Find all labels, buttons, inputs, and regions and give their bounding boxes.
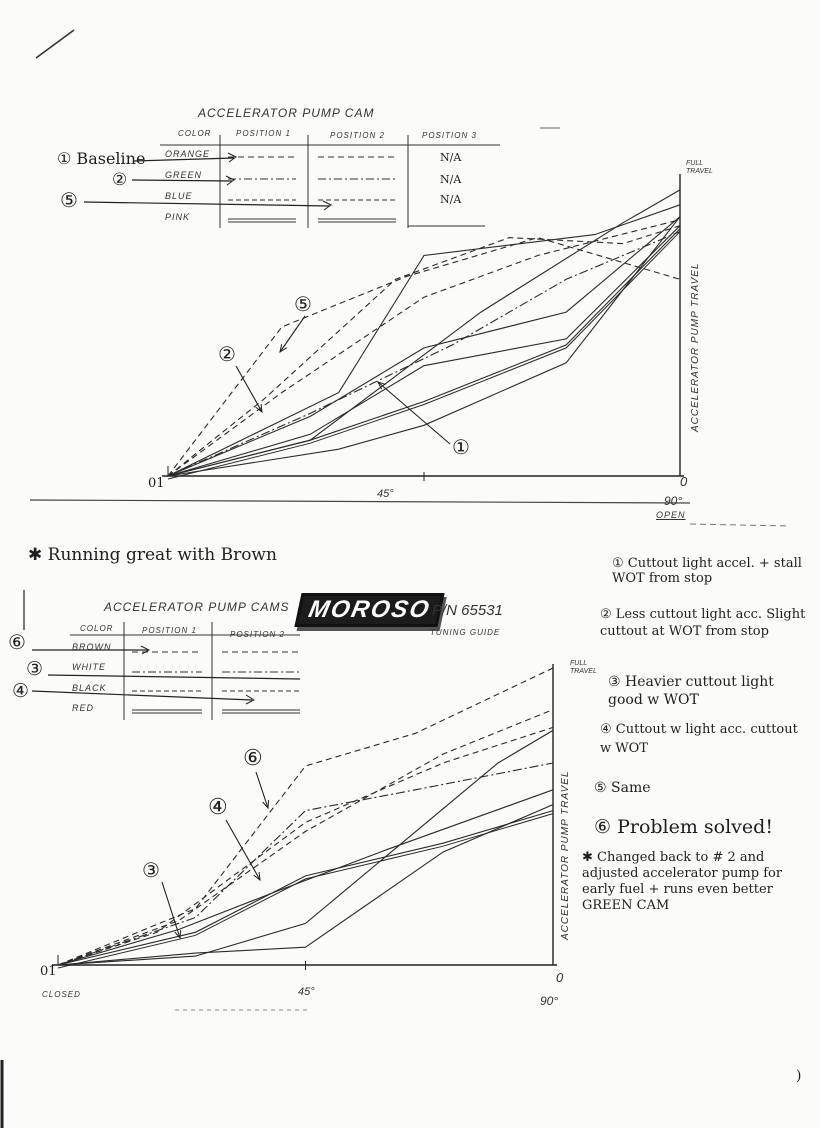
top-table-title: ACCELERATOR PUMP CAM bbox=[198, 106, 375, 120]
top-color-pink: PINK bbox=[165, 212, 191, 222]
note-6: ⑥ Problem solved! bbox=[594, 816, 773, 838]
top-callout-5: ⑤ bbox=[294, 292, 312, 316]
bottom-series-8 bbox=[58, 730, 553, 965]
mark-4: ④ bbox=[12, 680, 30, 702]
bottom-color-brown: BROWN bbox=[72, 642, 112, 652]
top-header-pos3: POSITION 3 bbox=[422, 131, 477, 140]
bottom-header-pos2: POSITION 2 bbox=[230, 630, 285, 639]
baseline-note: ① Baseline bbox=[57, 149, 146, 168]
top-color-orange: ORANGE bbox=[165, 149, 211, 159]
mark-5: ⑤ bbox=[60, 188, 78, 212]
top-pos3-na-1: N/A bbox=[440, 151, 462, 164]
bottom-color-red: RED bbox=[72, 703, 95, 713]
bottom-y-zero: 0 bbox=[556, 970, 564, 985]
top-full-travel: FULL TRAVEL bbox=[686, 160, 713, 175]
top-pos3-na-3: N/A bbox=[440, 193, 462, 206]
bottom-x-label-closed: CLOSED bbox=[42, 990, 81, 999]
top-header-pos2: POSITION 2 bbox=[330, 131, 385, 140]
bottom-series-3 bbox=[58, 727, 553, 965]
mark-6: ⑥ bbox=[8, 630, 26, 654]
bottom-color-black: BLACK bbox=[72, 683, 107, 693]
mark-3: ③ bbox=[26, 658, 44, 680]
note-changed-back: ✱ Changed back to # 2 and adjusted accelerator pump for early fuel + runs even better GREEN CAM bbox=[582, 850, 783, 913]
note-2: ② Less cuttout light acc. Slight cuttout at WOT from stop bbox=[600, 607, 806, 639]
top-callout-2: ② bbox=[218, 342, 236, 366]
bottom-x-90: 90° bbox=[540, 994, 559, 1008]
bottom-callout-arrowhead-2 bbox=[254, 872, 260, 880]
top-pos3-na-2: N/A bbox=[440, 173, 462, 186]
bottom-header-color: COLOR bbox=[80, 624, 114, 633]
running-great-note: ✱ Running great with Brown bbox=[28, 545, 277, 565]
moroso-logo: MOROSO bbox=[294, 593, 445, 627]
top-origin: 01 bbox=[148, 476, 165, 491]
bottom-origin: 01 bbox=[40, 964, 57, 979]
top-callout-1: ① bbox=[452, 435, 470, 459]
note-1: ① Cuttout light accel. + stall WOT from stop bbox=[612, 556, 802, 586]
top-header-color: COLOR bbox=[178, 129, 212, 138]
bottom-x-45: 45° bbox=[298, 986, 315, 998]
bottom-callout-arrow-1 bbox=[256, 772, 268, 808]
bottom-series-2 bbox=[58, 710, 553, 965]
bottom-table-title: ACCELERATOR PUMP CAMS bbox=[104, 600, 290, 614]
bottom-callout-6: ⑥ bbox=[243, 746, 263, 771]
top-color-blue: BLUE bbox=[165, 191, 193, 201]
bottom-series-7 bbox=[58, 805, 553, 965]
top-color-green: GREEN bbox=[165, 170, 203, 180]
bottom-series-5 bbox=[58, 790, 553, 965]
bottom-full-travel: FULL TRAVEL bbox=[570, 660, 597, 675]
page-mark: ) bbox=[796, 1068, 802, 1084]
bottom-series-6 bbox=[58, 811, 553, 965]
bottom-callout-4: ④ bbox=[208, 795, 228, 820]
bottom-callout-arrow-3 bbox=[162, 882, 180, 938]
bottom-callout-3: ③ bbox=[142, 858, 160, 882]
bottom-color-white: WHITE bbox=[72, 662, 106, 672]
mark-2: ② bbox=[112, 170, 128, 190]
note-3: ③ Heavier cuttout light good w WOT bbox=[608, 674, 774, 708]
top-x-90: 90° bbox=[664, 494, 683, 508]
note-5: ⑤ Same bbox=[594, 780, 651, 796]
bottom-y-label: ACCELERATOR PUMP TRAVEL bbox=[560, 770, 571, 940]
top-x-label-open: OPEN bbox=[656, 510, 686, 520]
top-header-pos1: POSITION 1 bbox=[236, 129, 291, 138]
top-y-zero: 0 bbox=[680, 474, 688, 489]
top-x-45: 45° bbox=[377, 488, 394, 500]
top-y-label: ACCELERATOR PUMP TRAVEL bbox=[690, 262, 701, 432]
bottom-header-pos1: POSITION 1 bbox=[142, 626, 197, 635]
tuning-guide: TUNING GUIDE bbox=[430, 628, 501, 637]
part-number: P/N 65531 bbox=[432, 602, 503, 619]
note-4: ④ Cuttout w light acc. cuttout w WOT bbox=[600, 722, 798, 756]
